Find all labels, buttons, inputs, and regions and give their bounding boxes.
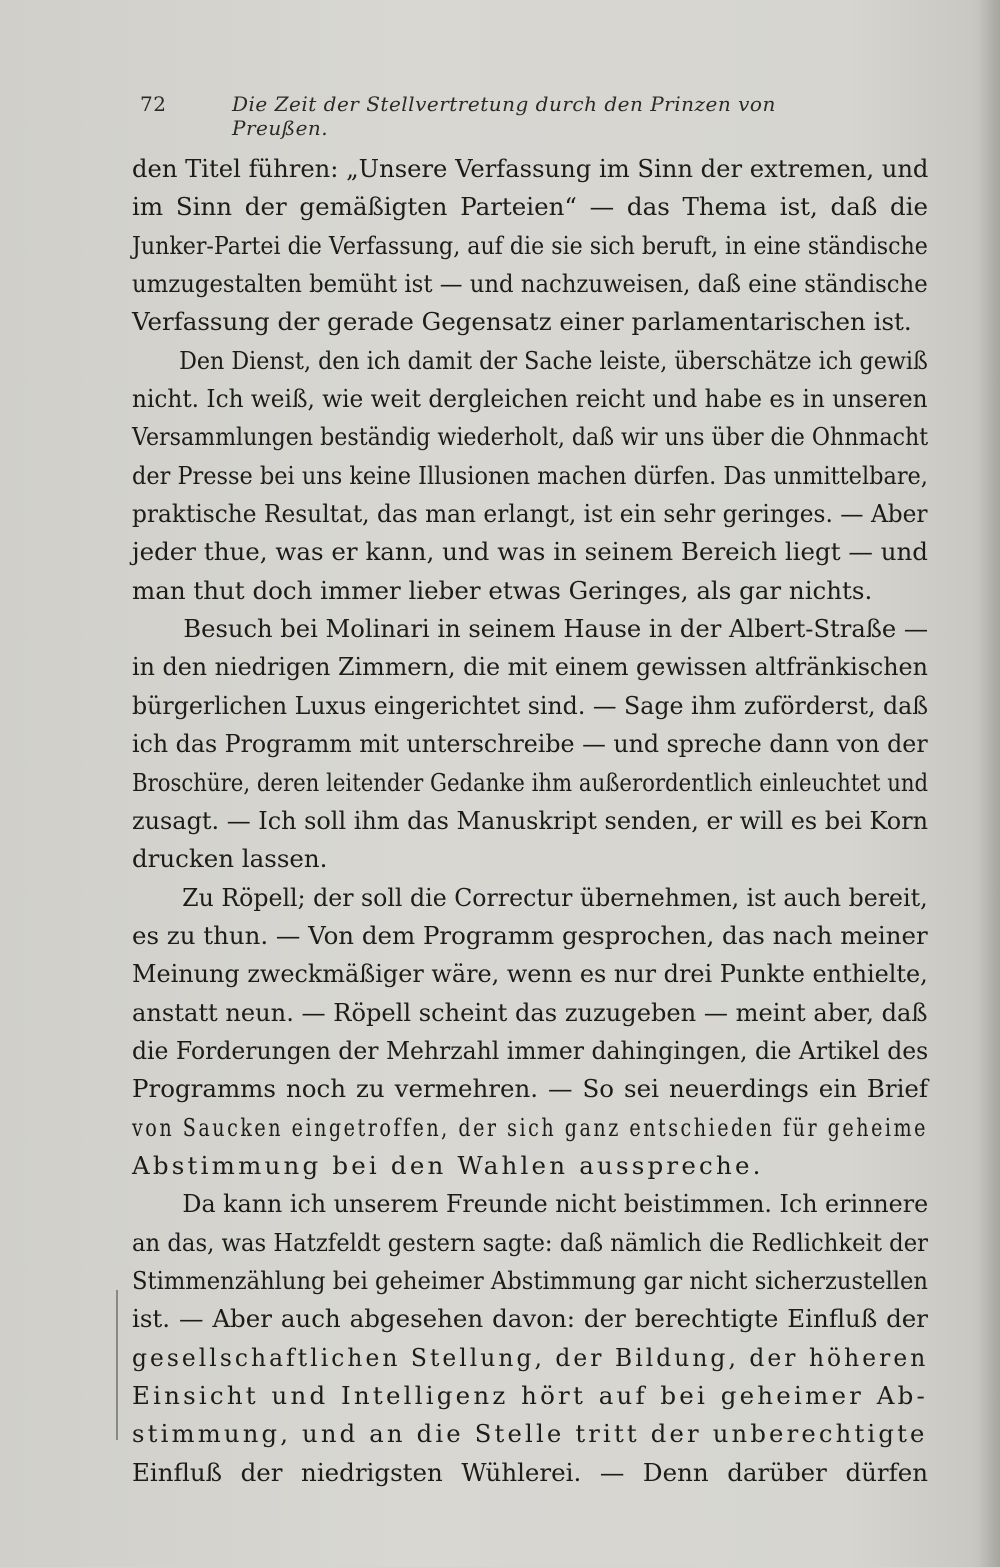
- text-line: Verfassung der gerade Gegensatz einer parlamentarischen ist.: [132, 307, 912, 337]
- margin-mark: [116, 1290, 118, 1440]
- text-line: die Forderungen der Mehrzahl immer dahingingen, die Artikel des: [132, 1035, 929, 1065]
- text-line: bürgerlichen Luxus eingerichtet sind. — Sage ihm zuförderst, daß: [132, 690, 929, 720]
- text-line: Versammlungen beständig wiederholt, daß wir uns über die Ohnmacht: [132, 422, 929, 452]
- text-line: man thut doch immer lieber etwas Geringes, als gar nichts.: [132, 575, 873, 605]
- text-line: der Presse bei uns keine Illusionen machen dürfen. Das unmittelbare,: [132, 460, 928, 490]
- page-edge-shadow: [978, 0, 1000, 1567]
- text-line: Abstimmung bei den Wahlen ausspreche.: [132, 1150, 764, 1180]
- text-line: in den niedrigen Zimmern, die mit einem gewissen altfränkischen: [132, 652, 928, 682]
- text-line: Besuch bei Molinari in seinem Hause in der Albert-Straße —: [183, 614, 929, 644]
- text-line: von Saucken eingetroffen, der sich ganz entschieden für geheime: [132, 1112, 929, 1142]
- text-line: es zu thun. — Von dem Programm gesprochen, das nach meiner: [132, 920, 928, 950]
- text-line: Junker-Partei die Verfassung, auf die sie sich beruft, in eine ständische: [132, 230, 928, 260]
- text-line: Broschüre, deren leitender Gedanke ihm außerordentlich einleuchtet und: [132, 767, 929, 797]
- text-line: ist. — Aber auch abgesehen davon: der berechtigte Einfluß der: [132, 1304, 928, 1334]
- text-line: Da kann ich unserem Freunde nicht beistimmen. Ich erinnere: [182, 1189, 929, 1219]
- text-line: ich das Programm mit unterschreibe — und spreche dann von der: [132, 729, 928, 759]
- text-line: praktische Resultat, das man erlangt, ist ein sehr geringes. — Aber: [132, 499, 928, 529]
- text-line: an das, was Hatzfeldt gestern sagte: daß nämlich die Redlichkeit der: [132, 1227, 929, 1257]
- text-line: drucken lassen.: [132, 844, 328, 874]
- text-line: jeder thue, was er kann, und was in seinem Bereich liegt — und: [132, 537, 928, 567]
- body-text: [132, 150, 928, 1492]
- text-line: Zu Röpell; der soll die Correctur übernehmen, ist auch bereit,: [182, 882, 928, 912]
- page-number: 72: [140, 92, 167, 116]
- text-line: den Titel führen: „Unsere Verfassung im Sinn der extremen, und: [132, 154, 929, 183]
- text-line: stimmung, und an die Stelle tritt der unberechtigte: [132, 1419, 928, 1449]
- text-line: nicht. Ich weiß, wie weit dergleichen reicht und habe es in unseren: [132, 384, 928, 414]
- text-line: umzugestalten bemüht ist — und nachzuweisen, daß eine ständische: [132, 269, 928, 299]
- text-line: zusagt. — Ich soll ihm das Manuskript senden, er will es bei Korn: [132, 805, 929, 835]
- text-line: im Sinn der gemäßigten Parteien“ — das Thema ist, daß die: [132, 192, 928, 222]
- text-line: Einfluß der niedrigsten Wühlerei. — Denn darüber dürfen: [132, 1457, 928, 1487]
- text-line: Meinung zweckmäßiger wäre, wenn es nur drei Punkte enthielte,: [132, 959, 928, 989]
- text-line: Programms noch zu vermehren. — So sei neuerdings ein Brief: [132, 1074, 928, 1104]
- text-line: gesellschaftlichen Stellung, der Bildung, der höheren: [132, 1342, 929, 1372]
- text-line: Einsicht und Intelligenz hört auf bei geheimer Ab-: [132, 1381, 928, 1410]
- running-head: [140, 92, 860, 140]
- text-line: anstatt neun. — Röpell scheint das zuzugeben — meint aber, daß: [132, 997, 928, 1027]
- running-head-title: Die Zeit der Stellvertretung durch den Prinzen von Preußen.: [232, 92, 776, 140]
- text-line: Stimmenzählung bei geheimer Abstimmung gar nicht sicherzustellen: [132, 1265, 929, 1295]
- text-line: Den Dienst, den ich damit der Sache leiste, überschätze ich gewiß: [179, 345, 928, 375]
